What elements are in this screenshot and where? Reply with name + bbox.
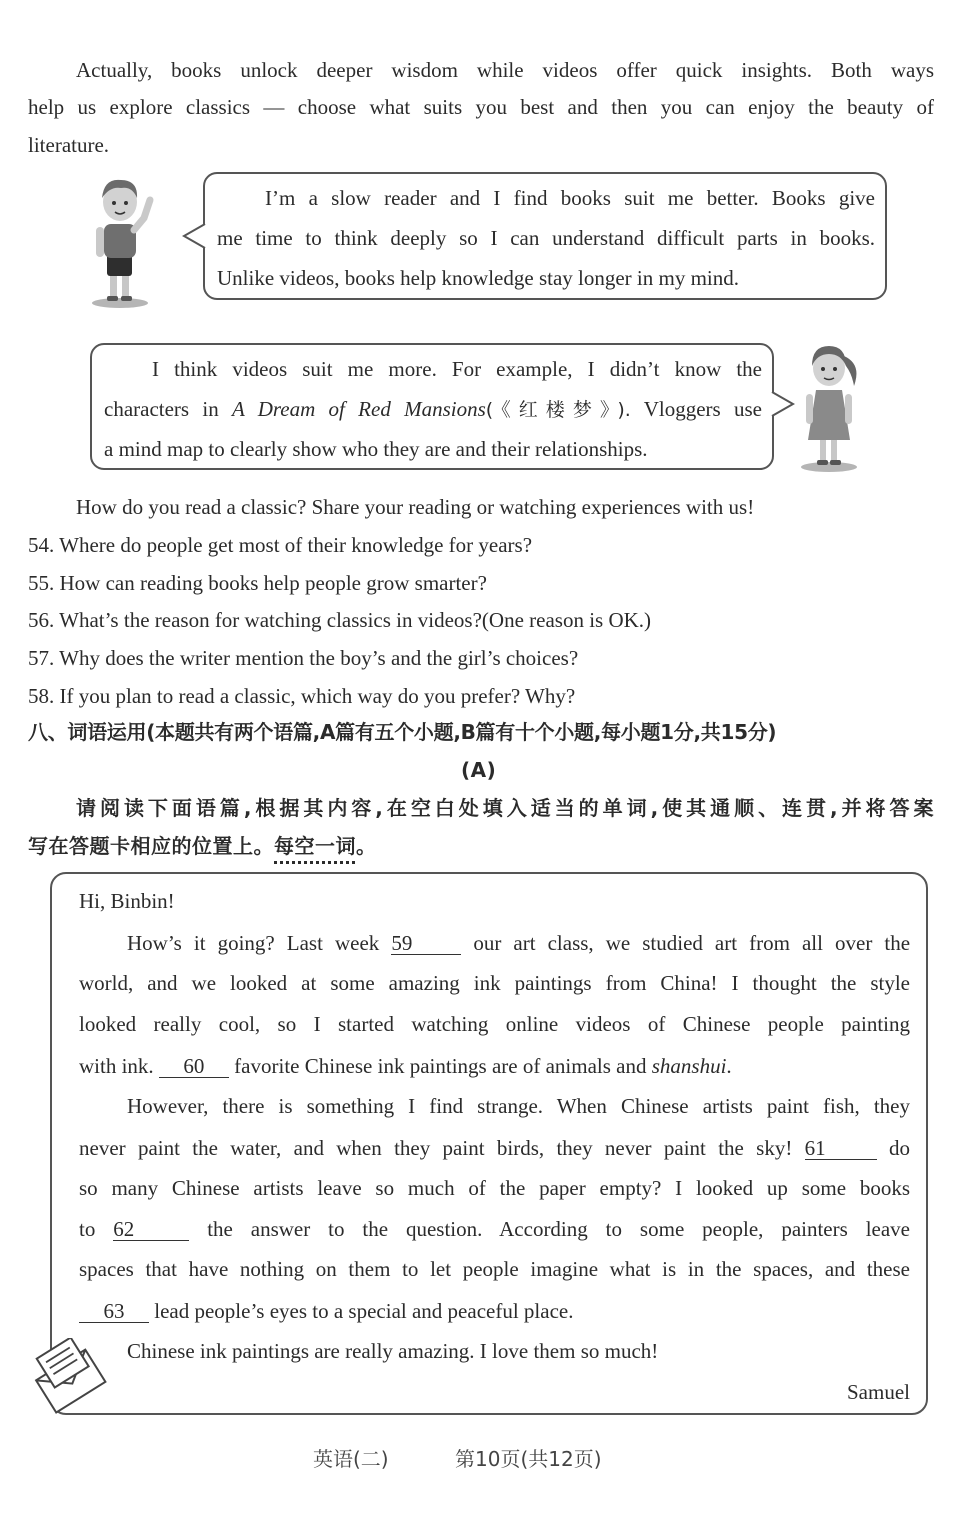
emphasized-one-word-per-blank: 每空一词 xyxy=(274,834,356,858)
girl-bubble-line-1: I think videos suit me more. For example, I didn’t know the xyxy=(152,357,762,381)
letter-envelope-icon xyxy=(30,1338,110,1416)
boy-illustration xyxy=(88,172,158,310)
instructions-line-2: 写在答题卡相应的位置上。每空一词。 xyxy=(28,834,377,858)
intro-line-1: Actually, books unlock deeper wisdom while videos offer quick insights. Both ways xyxy=(76,58,934,82)
blank-60[interactable]: 60 xyxy=(159,1055,229,1078)
question-58: 58. If you plan to read a classic, which way do you prefer? Why? xyxy=(28,684,576,708)
letter-p2-line-3: so many Chinese artists leave so much of the paper empty? I looked up some books xyxy=(79,1176,910,1200)
letter-p1-line-4: with ink. 60 favorite Chinese ink paintings are of animals and shanshui. xyxy=(79,1054,732,1078)
blank-62[interactable]: 62 xyxy=(113,1218,189,1241)
blank-61[interactable]: 61 xyxy=(805,1137,877,1160)
letter-p2-line-6: 63 lead people’s eyes to a special and peaceful place. xyxy=(79,1300,910,1323)
boy-bubble-line-2: me time to think deeply so I can understand difficult parts in books. xyxy=(217,226,875,250)
intro-line-2: help us explore classics — choose what suits you best and then you can enjoy the beauty of xyxy=(28,95,934,119)
book-title: A Dream of Red Mansions xyxy=(232,397,486,421)
book-title-chinese: (《红楼梦》). xyxy=(485,399,631,421)
girl-bubble-line-2: characters in A Dream of Red Mansions(《红楼梦》). Vloggers use xyxy=(104,397,762,421)
question-56: 56. What’s the reason for watching classics in videos?(One reason is OK.) xyxy=(28,608,652,632)
letter-signature: Samuel xyxy=(847,1380,910,1404)
footer-page-number: 第10页(共12页) xyxy=(455,1447,602,1471)
letter-p3: Chinese ink paintings are really amazing. I love them so much! xyxy=(127,1339,659,1363)
letter-p1-line-3: looked really cool, so I started watching online videos of Chinese people painting xyxy=(79,1012,910,1036)
part-label: (A) xyxy=(461,758,497,782)
girl-speech-bubble xyxy=(90,343,774,470)
boy-bubble-line-3: Unlike videos, books help knowledge stay longer in my mind. xyxy=(217,266,740,290)
question-57: 57. Why does the writer mention the boy’s and the girl’s choices? xyxy=(28,646,579,670)
girl-bubble-tail xyxy=(771,390,795,418)
footer-subject: 英语(二) xyxy=(313,1447,389,1471)
intro-line-3: literature. xyxy=(28,133,110,157)
closing-question: How do you read a classic? Share your reading or watching experiences with us! xyxy=(76,495,755,519)
instructions-line-1: 请阅读下面语篇,根据其内容,在空白处填入适当的单词,使其通顺、连贯,并将答案 xyxy=(76,796,934,820)
section-heading: 八、词语运用(本题共有两个语篇,A篇有五个小题,B篇有十个小题,每小题1分,共15分) xyxy=(28,720,777,744)
blank-59[interactable]: 59 xyxy=(391,932,461,955)
letter-p2-line-5: spaces that have nothing on them to let people imagine what is in the spaces, and these xyxy=(79,1257,910,1281)
question-54: 54. Where do people get most of their knowledge for years? xyxy=(28,533,533,557)
letter-p2-line-4: to 62 the answer to the question. According to some people, painters leave xyxy=(79,1217,911,1241)
boy-bubble-line-1: I’m a slow reader and I find books suit me better. Books give xyxy=(265,186,875,210)
girl-illustration xyxy=(796,338,866,474)
question-55: 55. How can reading books help people grow smarter? xyxy=(28,571,487,595)
letter-p2-line-1: However, there is something I find strange. When Chinese artists paint fish, they xyxy=(127,1094,910,1118)
letter-p1-line-2: world, and we looked at some amazing ink paintings from China! I thought the style xyxy=(79,971,910,995)
letter-p2-line-2: never paint the water, and when they paint birds, they never paint the sky! 61 do xyxy=(79,1136,910,1160)
blank-63[interactable]: 63 xyxy=(79,1300,149,1323)
letter-greeting: Hi, Binbin! xyxy=(79,889,175,913)
letter-p1-line-1: How’s it going? Last week 59 our art class, we studied art from all over the xyxy=(127,931,911,955)
boy-speech-bubble xyxy=(203,172,887,300)
girl-bubble-line-3: a mind map to clearly show who they are and their relationships. xyxy=(104,437,648,461)
boy-bubble-tail xyxy=(182,222,206,250)
shanshui-term: shanshui xyxy=(651,1054,727,1078)
